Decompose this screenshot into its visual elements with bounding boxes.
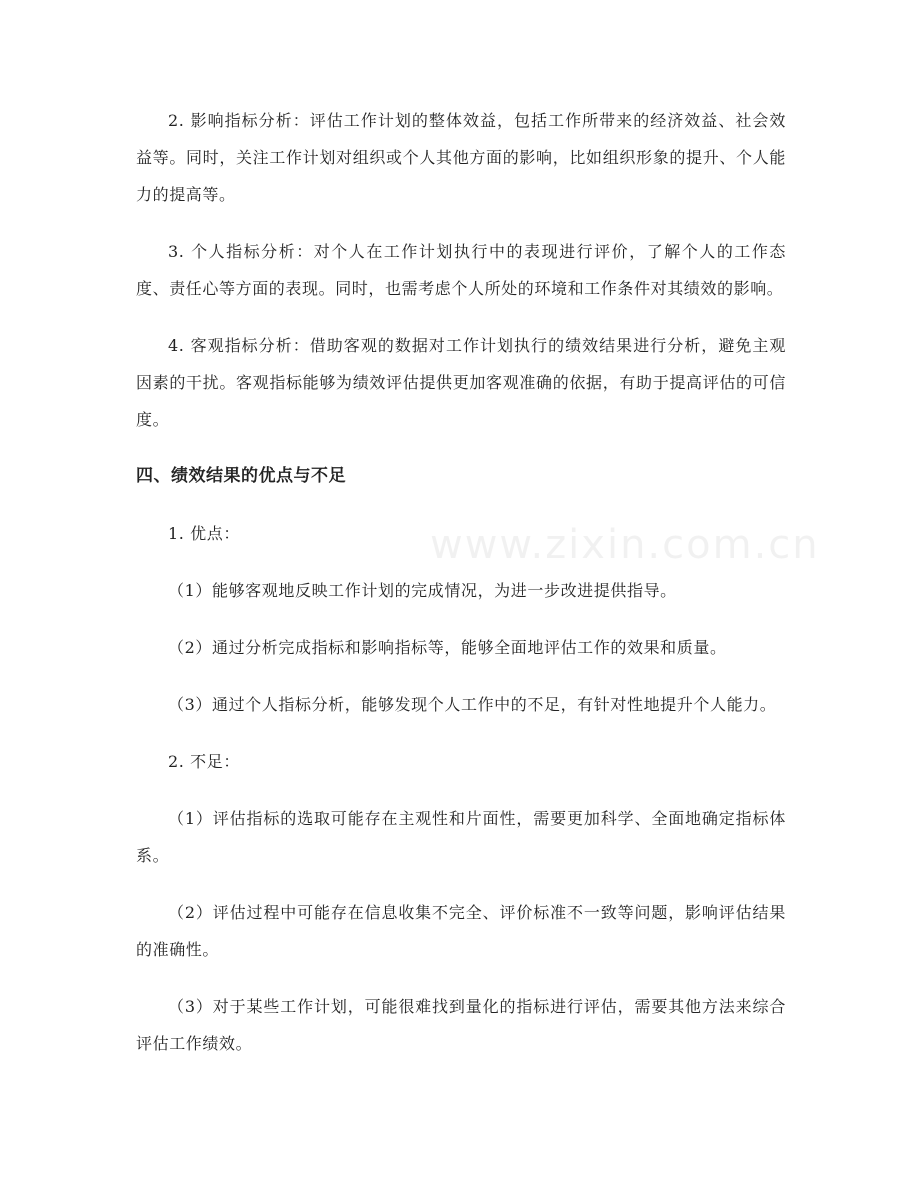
paragraph-objective-analysis: 4. 客观指标分析：借助客观的数据对工作计划执行的绩效结果进行分析，避免主观因素的干扰。客观指标能够为绩效评估提供更加客观准确的依据，有助于提高评估的可信度。 [136,336,786,429]
paragraph-personal-analysis: 3. 个人指标分析：对个人在工作计划执行中的表现进行评价，了解个人的工作态度、责任心等方面的表现。同时，也需考虑个人所处的环境和工作条件对其绩效的影响。 [136,242,786,298]
document-body [136,102,786,1082]
subheading-shortcomings: 2. 不足： [168,752,240,771]
advantage-item: （2）通过分析完成指标和影响指标等，能够全面地评估工作的效果和质量。 [168,638,727,657]
watermark: www.zixin.com.cn [430,522,820,568]
shortcoming-item: （3）对于某些工作计划，可能很难找到量化的指标进行评估，需要其他方法来综合评估工作绩效。 [136,997,786,1053]
shortcoming-item: （1）评估指标的选取可能存在主观性和片面性，需要更加科学、全面地确定指标体系。 [136,809,786,865]
advantage-item: （3）通过个人指标分析，能够发现个人工作中的不足，有针对性地提升个人能力。 [168,695,777,714]
paragraph-impact-analysis: 2. 影响指标分析：评估工作计划的整体效益，包括工作所带来的经济效益、社会效益等。同时，关注工作计划对组织或个人其他方面的影响，比如组织形象的提升、个人能力的提高等。 [136,111,786,204]
shortcoming-item: （2）评估过程中可能存在信息收集不完全、评价标准不一致等问题，影响评估结果的准确性。 [136,903,786,959]
section-heading: 四、绩效结果的优点与不足 [136,466,346,486]
advantage-item: （1）能够客观地反映工作计划的完成情况，为进一步改进提供指导。 [168,581,677,600]
subheading-advantages: 1. 优点： [168,524,240,543]
